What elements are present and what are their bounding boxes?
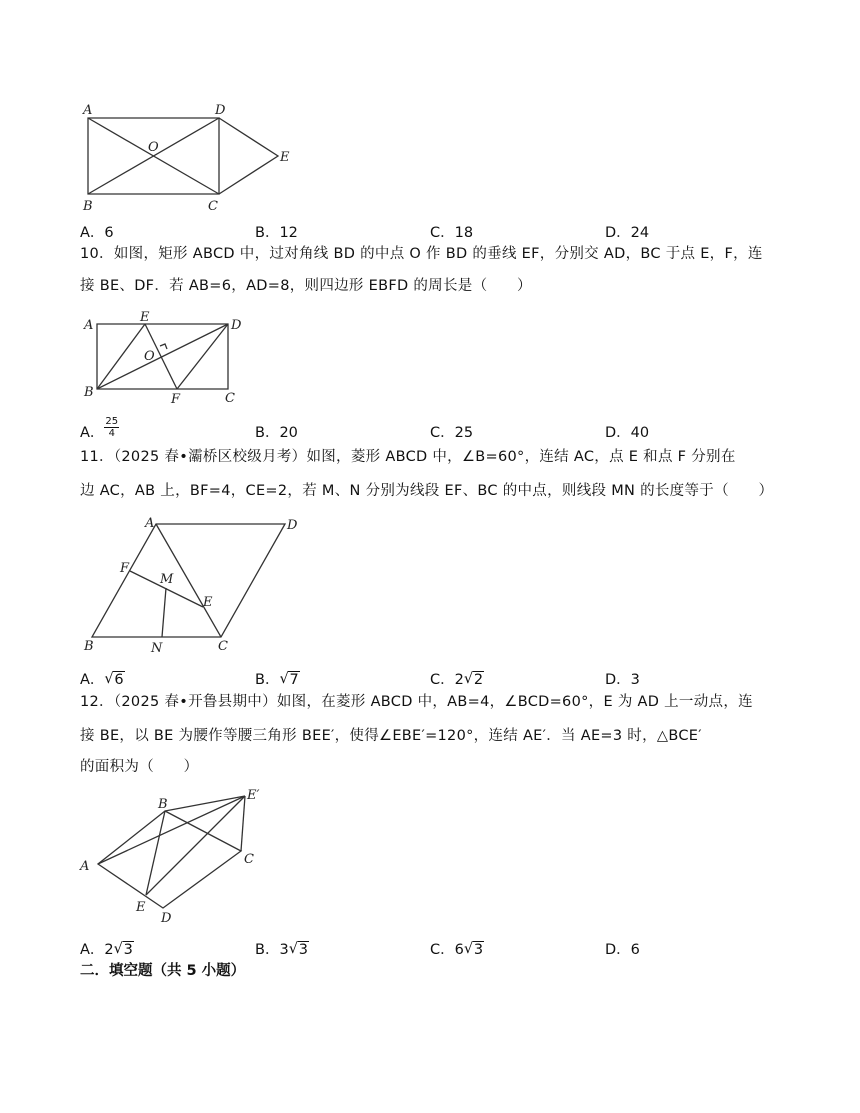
- q12-figure: [78, 785, 278, 930]
- q10-figure: [78, 310, 258, 410]
- q9-label-e: E: [280, 150, 290, 165]
- q9-label-c: C: [208, 199, 218, 214]
- q10-text-line1: 10．如图，矩形 ABCD 中，过对角线 BD 的中点 O 作 BD 的垂线 EF，分别交 AD，BC 于点 E，F，连: [80, 246, 763, 262]
- q11-option-c[interactable]: [430, 670, 484, 690]
- q11-label-d: D: [287, 518, 298, 533]
- q12-label-d: D: [161, 911, 172, 926]
- q10-option-a-fraction: [104, 416, 119, 439]
- q11-label-m: M: [160, 572, 174, 587]
- q10-segment-df: [177, 324, 228, 389]
- q11-option-c-prefix: C．2: [430, 672, 464, 688]
- q11-option-d[interactable]: D．3: [605, 672, 640, 688]
- q12-option-a[interactable]: [80, 940, 134, 960]
- q11-option-a-radicand: 6: [114, 672, 124, 688]
- q9-label-b: B: [83, 199, 93, 214]
- q12-option-a-radicand: 3: [123, 942, 133, 958]
- q12-label-e: E: [136, 900, 146, 915]
- q11-option-a-prefix: A．: [80, 672, 105, 688]
- q11-option-b-prefix: B．: [255, 672, 280, 688]
- q12-label-a: A: [80, 859, 90, 874]
- q12-label-b: B: [158, 797, 168, 812]
- q11-label-e: E: [203, 595, 213, 610]
- q12-option-a-radical: [114, 940, 134, 960]
- q12-option-d[interactable]: D．6: [605, 942, 640, 958]
- q11-option-b-radical: [279, 670, 299, 690]
- q9-option-d[interactable]: D．24: [605, 225, 650, 241]
- q10-fraction-denominator: 4: [108, 427, 115, 439]
- q9-option-b[interactable]: B．12: [255, 225, 298, 241]
- q10-fraction-numerator: 25: [105, 415, 119, 427]
- q12-option-b[interactable]: [255, 940, 309, 960]
- q10-option-d[interactable]: D．40: [605, 425, 650, 441]
- q12-option-a-prefix: A．2: [80, 942, 114, 958]
- q12-label-e-prime: E′: [247, 788, 260, 803]
- q9-label-a: A: [83, 103, 93, 118]
- q12-rhombus: [98, 811, 241, 908]
- q10-option-b[interactable]: B．20: [255, 425, 298, 441]
- q10-segment-be: [97, 324, 145, 389]
- q11-text-line1: 11．（2025 春•灞桥区校级月考）如图，菱形 ABCD 中，∠B=60°，连结 AC，点 E 和点 F 分别在: [80, 449, 736, 465]
- q9-triangle-dec: [219, 118, 278, 194]
- q10-label-d: D: [231, 318, 242, 333]
- q10-diagonal-bd: [97, 324, 228, 389]
- q11-segment-mn: [162, 588, 166, 637]
- q11-text-line2: 边 AC，AB 上，BF=4，CE=2，若 M、N 分别为线段 EF、BC 的中点，则线段 MN 的长度等于（ ）: [80, 483, 774, 499]
- q10-label-a: A: [84, 318, 94, 333]
- q10-right-angle-mark: [160, 344, 167, 349]
- q10-option-a[interactable]: [80, 415, 119, 443]
- q11-label-c: C: [218, 639, 228, 654]
- q12-option-c-radicand: 3: [473, 942, 484, 958]
- q11-option-c-radical: [464, 670, 484, 690]
- q9-figure: [78, 100, 308, 215]
- q10-option-a-prefix: A．: [80, 425, 105, 441]
- q11-label-a: A: [145, 516, 155, 531]
- q12-text-line2: 接 BE，以 BE 为腰作等腰三角形 BEE′，使得∠EBE′=120°，连结 AE′．当 AE=3 时，△BCE′: [80, 728, 702, 744]
- q10-label-b: B: [84, 385, 94, 400]
- q12-option-c-radical: [464, 940, 484, 960]
- q10-option-c[interactable]: C．25: [430, 425, 474, 441]
- q11-option-a-radical: [104, 670, 124, 690]
- q12-option-c-prefix: C．6: [430, 942, 464, 958]
- q10-label-e: E: [140, 310, 150, 325]
- q10-label-o: O: [144, 349, 155, 364]
- q10-label-c: C: [225, 391, 235, 406]
- q11-label-f: F: [120, 561, 130, 576]
- q11-label-n: N: [151, 641, 163, 656]
- q12-segment-ae-prime: [98, 796, 245, 864]
- q10-text-line2: 接 BE、DF．若 AB=6，AD=8，则四边形 EBFD 的周长是（ ）: [80, 278, 532, 294]
- q12-option-b-radical: [289, 940, 309, 960]
- q11-figure: [78, 510, 318, 660]
- q11-option-b[interactable]: [255, 670, 300, 690]
- q11-option-a[interactable]: [80, 670, 125, 690]
- q11-option-c-radicand: 2: [473, 672, 484, 688]
- q9-option-c[interactable]: C．18: [430, 225, 474, 241]
- q12-text-line3: 的面积为（ ）: [80, 759, 199, 775]
- q11-option-b-radicand: 7: [289, 672, 299, 688]
- q12-text-line1: 12．（2025 春•开鲁县期中）如图，在菱形 ABCD 中，AB=4，∠BCD=60°，E 为 AD 上一动点，连: [80, 694, 753, 710]
- section-heading-fill-in: 二．填空题（共 5 小题）: [80, 963, 246, 979]
- q9-option-a[interactable]: A．6: [80, 225, 114, 241]
- q9-label-d: D: [215, 103, 226, 118]
- q10-label-f: F: [171, 392, 181, 407]
- q12-segment-ce-prime: [241, 796, 245, 851]
- q11-label-b: B: [84, 639, 94, 654]
- q12-label-c: C: [244, 852, 254, 867]
- q12-option-b-radicand: 3: [298, 942, 308, 958]
- q12-option-c[interactable]: [430, 940, 484, 960]
- q12-option-b-prefix: B．3: [255, 942, 289, 958]
- q9-label-o: O: [148, 140, 159, 155]
